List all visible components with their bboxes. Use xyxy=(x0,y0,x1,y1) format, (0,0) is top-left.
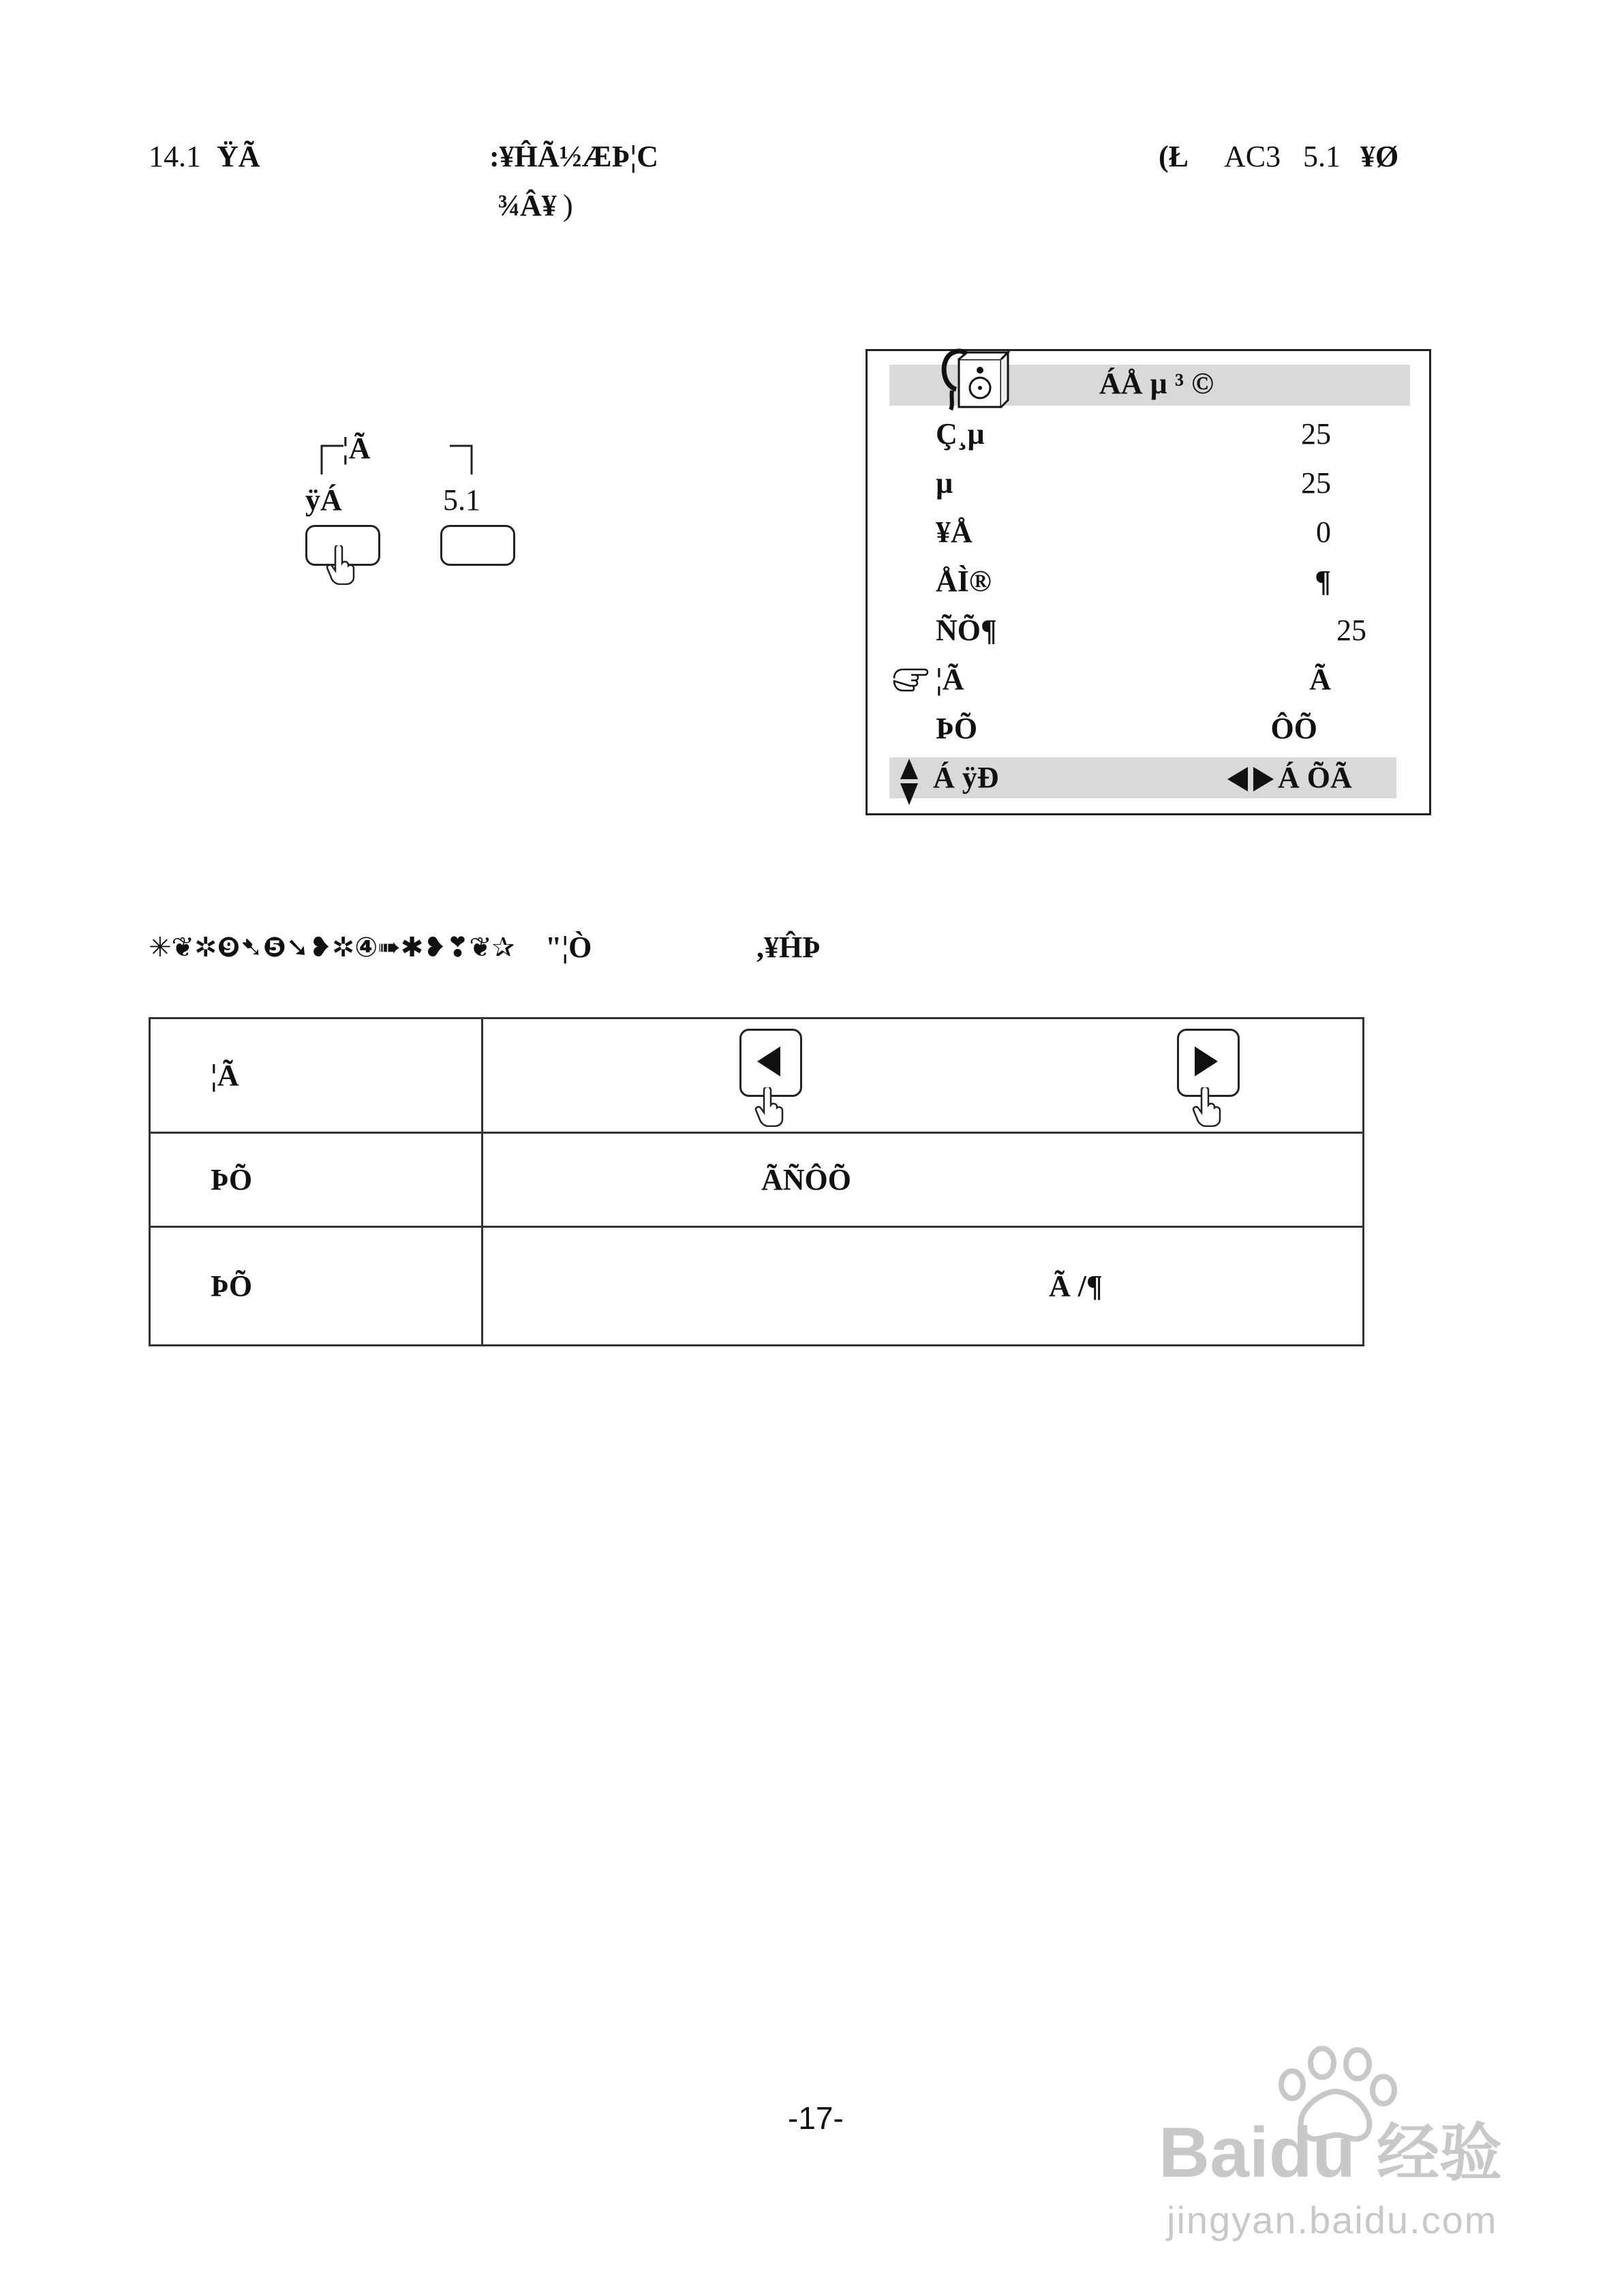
osd-row-value-1: 25 xyxy=(1301,417,1331,451)
osd-row-label-3[interactable]: ¥Å xyxy=(936,515,973,549)
left-triangle-icon xyxy=(754,1044,783,1079)
osd-row-label-1[interactable]: Ç¸µ xyxy=(936,417,985,451)
osd-row-value-7: ÔÕ xyxy=(1270,712,1317,745)
finger-press-icon xyxy=(326,545,356,585)
instruction-quoted: "¦Ò xyxy=(545,931,592,964)
osd-row-label-4[interactable]: ÅÌ® xyxy=(936,564,992,598)
table-cell-label: ÞÕ xyxy=(150,1133,483,1227)
osd-row-label-7[interactable]: ÞÕ xyxy=(936,712,978,745)
note-close: ) xyxy=(563,189,573,222)
table-row xyxy=(150,1227,1364,1346)
finger-press-icon xyxy=(754,1087,784,1127)
section-title: ŸÃ xyxy=(217,140,260,173)
osd-row-value-2: 25 xyxy=(1301,466,1331,500)
note-tail: ¥Ø xyxy=(1360,140,1399,173)
osd-row-value-6: Ã xyxy=(1309,663,1331,696)
watermark-suffix: 经验 xyxy=(1377,2117,1503,2190)
table-cell-label: ¦Ã xyxy=(150,1018,483,1133)
watermark-url: jingyan.baidu.com xyxy=(1167,2199,1498,2241)
osd-row-label-2[interactable]: µ xyxy=(936,466,953,500)
instruction-symbols: ✳❦✲❾➷❺➘❥✲④➠✱❥❣❦✰ xyxy=(149,933,515,963)
osd-row-label-6[interactable]: ¦Ã xyxy=(936,663,964,696)
table-row xyxy=(150,1018,1364,1133)
note-mode: 5.1 xyxy=(1303,140,1341,173)
settings-table xyxy=(149,1017,1364,1346)
osd-speaker-menu xyxy=(866,349,1431,815)
bracket-label: ¦Ã xyxy=(342,432,371,465)
osd-title: ÁÅ µ ³ © xyxy=(1099,367,1214,400)
table-cell-value: Ã /¶ xyxy=(483,1227,1364,1346)
watermark-brand: Baidu xyxy=(1159,2113,1356,2192)
table-cell-label: ÞÕ xyxy=(150,1227,483,1346)
finger-press-icon xyxy=(1192,1087,1222,1127)
section-number: 14.1 xyxy=(149,140,201,173)
option-label-right: 5.1 xyxy=(443,483,480,517)
table-row xyxy=(150,1133,1364,1227)
osd-footer-right: Á ÕÃ xyxy=(1278,761,1352,794)
osd-row-value-3: 0 xyxy=(1316,515,1331,549)
instruction-tail: ,¥ĤÞ xyxy=(756,931,821,964)
option-button-right[interactable] xyxy=(440,525,515,566)
option-label-left: ÿÁ xyxy=(305,483,342,517)
left-right-arrow-icon xyxy=(1226,766,1276,793)
table-cell-value xyxy=(483,1018,1364,1133)
note-codec: AC3 xyxy=(1224,140,1281,173)
right-triangle-icon xyxy=(1192,1044,1221,1079)
osd-row-label-5[interactable]: ÑÕ¶ xyxy=(936,614,997,647)
pointing-hand-icon xyxy=(892,666,929,693)
up-down-arrow-icon xyxy=(899,757,919,806)
note-open: (Ł xyxy=(1159,140,1189,173)
section-subtitle: :¥ĤÃ½ÆÞ¦C xyxy=(489,140,658,173)
speaker-icon xyxy=(936,346,1011,411)
osd-row-value-4: ¶ xyxy=(1315,564,1331,598)
note-line2: ¾Â¥ xyxy=(498,189,557,222)
table-cell-value: ÃÑÔÕ xyxy=(483,1133,1364,1227)
osd-footer-left: Á ÿÐ xyxy=(933,761,999,794)
osd-row-value-5: 25 xyxy=(1336,614,1366,647)
page-number: -17- xyxy=(788,2100,844,2136)
bracket-lines xyxy=(313,436,491,477)
